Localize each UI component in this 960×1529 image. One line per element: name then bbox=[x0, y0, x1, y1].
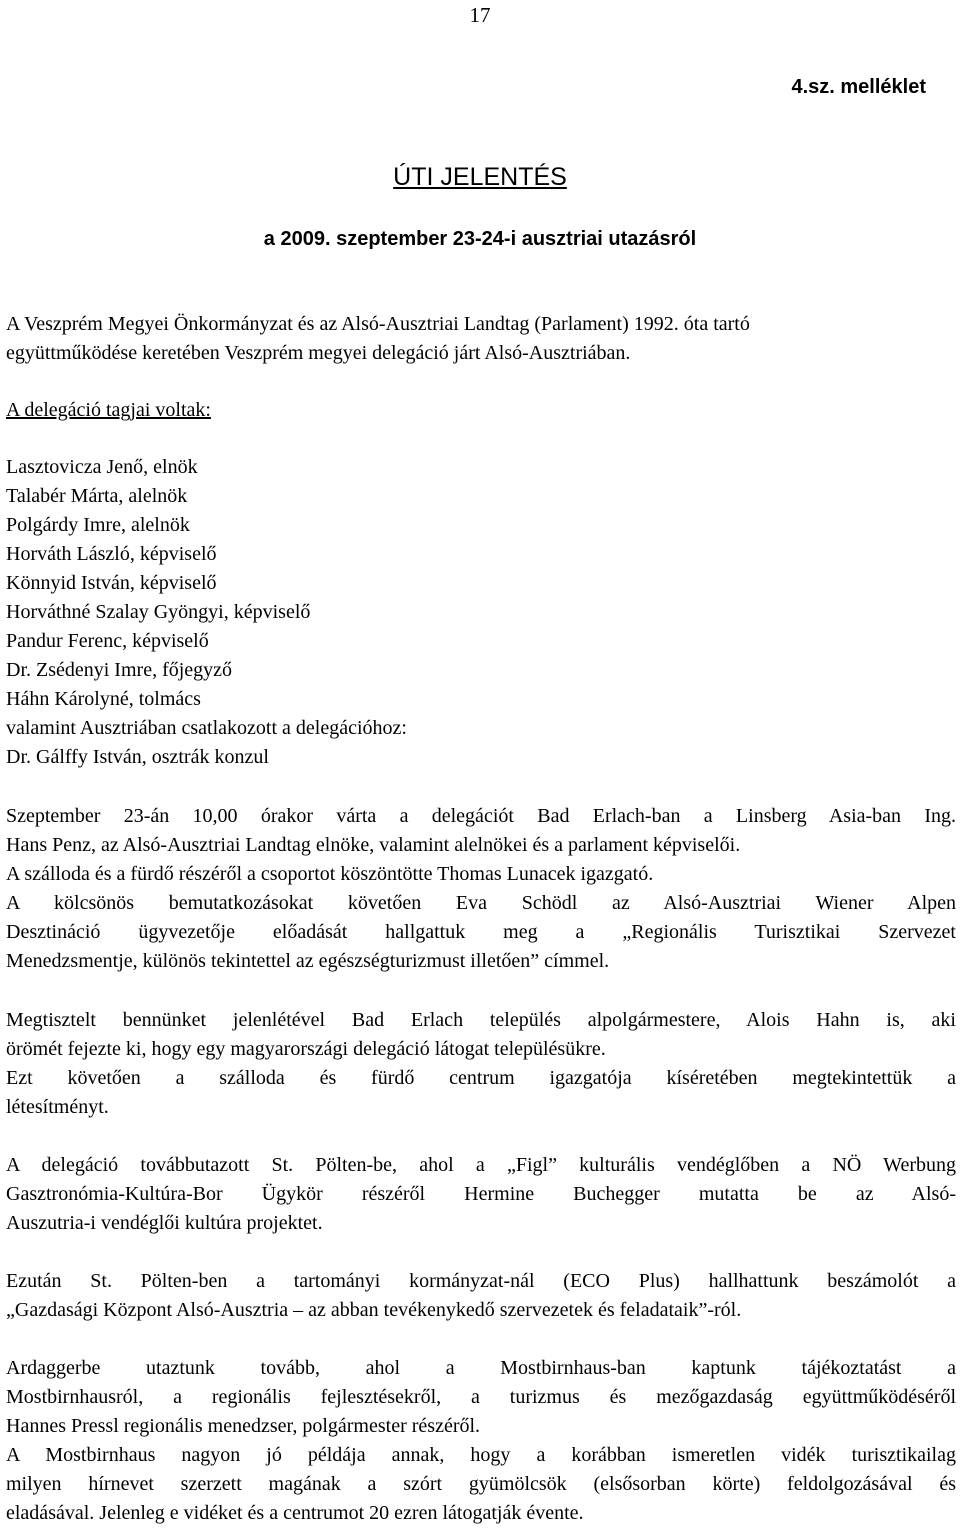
text-line: Megtisztelt bennünket jelenlétével Bad Erlach település alpolgármestere, Alois Hahn is, aki bbox=[6, 1009, 956, 1031]
text-line: Hannes Pressl regionális menedzser, polgármester részéről. bbox=[6, 1415, 481, 1437]
delegation-member-list bbox=[6, 453, 956, 772]
text-line: „Gazdasági Központ Alsó-Ausztria – az abban tevékenykedő szervezetek és feladataik”-ról. bbox=[6, 1299, 742, 1321]
text-line: Ezt követően a szálloda és fürdő centrum igazgatója kíséretében megtekintettük a bbox=[6, 1067, 956, 1089]
list-item: Horváth László, képviselő bbox=[6, 543, 217, 565]
list-item: valamint Ausztriában csatlakozott a delegációhoz: bbox=[6, 717, 407, 739]
list-item: Talabér Márta, alelnök bbox=[6, 485, 188, 507]
text-line: létesítményt. bbox=[6, 1096, 109, 1118]
text-line: eladásával. Jelenleg e vidéket és a centrumot 20 ezren látogatják évente. bbox=[6, 1502, 584, 1524]
text-line: milyen hírnevet szerzett magának a szórt gyümölcsök (elsősorban körte) feldolgozásával és bbox=[6, 1473, 956, 1495]
intro-paragraph bbox=[6, 310, 956, 368]
report-title: ÚTI JELENTÉS bbox=[393, 163, 567, 191]
text-line: Szeptember 23-án 10,00 órakor várta a delegációt Bad Erlach-ban a Linsberg Asia-ban Ing. bbox=[6, 805, 956, 827]
list-item: Háhn Károlyné, tolmács bbox=[6, 688, 201, 710]
list-item: Dr. Gálffy István, osztrák konzul bbox=[6, 746, 269, 768]
list-item: Dr. Zsédenyi Imre, főjegyző bbox=[6, 659, 233, 681]
paragraph-vice-mayor bbox=[6, 1006, 956, 1122]
paragraph-arrival bbox=[6, 802, 956, 976]
text-line: együttműködése keretében Veszprém megyei delegáció járt Alsó-Ausztriában. bbox=[6, 342, 631, 364]
list-item: Polgárdy Imre, alelnök bbox=[6, 514, 190, 536]
text-line: Auszutria-i vendéglői kultúra projektet. bbox=[6, 1212, 323, 1234]
paragraph-st-polten bbox=[6, 1151, 956, 1238]
paragraph-eco-plus bbox=[6, 1267, 956, 1325]
text-line: Hans Penz, az Alsó-Ausztriai Landtag elnöke, valamint alelnökei és a parlament képviselői. bbox=[6, 834, 741, 856]
text-line: Menedzsmentje, különös tekintettel az egészségturizmust illetően” címmel. bbox=[6, 950, 610, 972]
page-number: 17 bbox=[469, 3, 491, 27]
annex-label: 4.sz. melléklet bbox=[791, 76, 926, 98]
paragraph-ardagger bbox=[6, 1354, 956, 1528]
text-line: A szálloda és a fürdő részéről a csoportot köszöntötte Thomas Lunacek igazgató. bbox=[6, 863, 654, 885]
text-line: Mostbirnhausról, a regionális fejlesztésekről, a turizmus és mezőgazdaság együttműködéséről bbox=[6, 1386, 956, 1408]
text-line: A Mostbirnhaus nagyon jó példája annak, hogy a korábban ismeretlen vidék turisztikailag bbox=[6, 1444, 956, 1466]
text-line: A delegáció továbbutazott St. Pölten-be, ahol a „Figl” kulturális vendéglőben a NÖ Werbung bbox=[6, 1154, 956, 1176]
list-item: Pandur Ferenc, képviselő bbox=[6, 630, 209, 652]
text-line: Desztináció ügyvezetője előadását hallgattuk meg a „Regionális Turisztikai Szervezet bbox=[6, 921, 956, 943]
list-item: Horváthné Szalay Gyöngyi, képviselő bbox=[6, 601, 311, 623]
text-line: Ardaggerbe utaztunk tovább, ahol a Mostbirnhaus-ban kaptunk tájékoztatást a bbox=[6, 1357, 956, 1379]
text-line: A Veszprém Megyei Önkormányzat és az Alsó-Ausztriai Landtag (Parlament) 1992. óta tartó bbox=[6, 313, 750, 335]
text-line: örömét fejezte ki, hogy egy magyarországi delegáció látogat településükre. bbox=[6, 1038, 606, 1060]
text-line: Ezután St. Pölten-ben a tartományi kormányzat-nál (ECO Plus) hallhattunk beszámolót a bbox=[6, 1270, 956, 1292]
text-line: A kölcsönös bemutatkozásokat követően Eva Schödl az Alsó-Ausztriai Wiener Alpen bbox=[6, 892, 956, 914]
list-item: Lasztovicza Jenő, elnök bbox=[6, 456, 198, 478]
list-item: Könnyid István, képviselő bbox=[6, 572, 217, 594]
delegation-heading: A delegáció tagjai voltak: bbox=[6, 399, 211, 421]
report-subtitle: a 2009. szeptember 23-24-i ausztriai utazásról bbox=[263, 228, 697, 250]
text-line: Gasztronómia-Kultúra-Bor Ügykör részéről Hermine Buchegger mutatta be az Alsó- bbox=[6, 1183, 956, 1205]
